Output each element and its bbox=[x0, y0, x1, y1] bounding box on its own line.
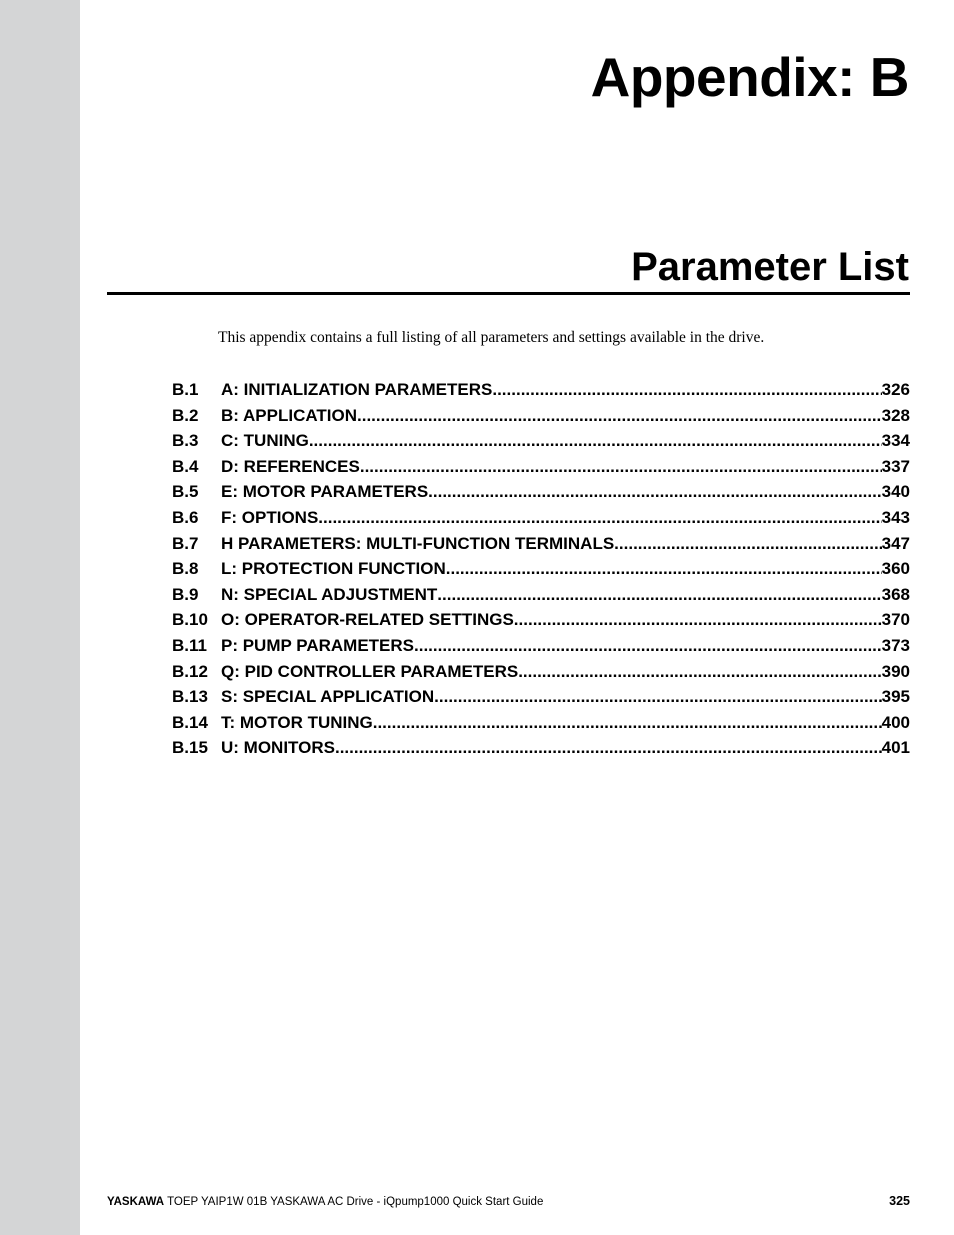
toc-page: 334 bbox=[881, 431, 910, 451]
toc-entry[interactable] bbox=[172, 636, 910, 662]
toc-leader bbox=[428, 482, 881, 502]
toc-number: B.12 bbox=[172, 661, 208, 681]
appendix-title: Appendix: B bbox=[590, 46, 909, 108]
toc-label: C: TUNING bbox=[221, 431, 309, 451]
toc-page: 373 bbox=[881, 635, 910, 655]
toc-label: E: MOTOR PARAMETERS bbox=[221, 482, 429, 502]
toc-label: N: SPECIAL ADJUSTMENT bbox=[221, 584, 438, 604]
toc-leader bbox=[357, 406, 882, 426]
toc-number: B.2 bbox=[172, 405, 199, 425]
toc-number: B.3 bbox=[172, 431, 199, 451]
page-footer bbox=[107, 1194, 910, 1208]
toc-page: 343 bbox=[881, 507, 910, 527]
toc-page: 368 bbox=[881, 584, 910, 604]
toc-leader bbox=[514, 610, 882, 630]
toc-leader bbox=[614, 534, 881, 554]
toc-leader bbox=[309, 431, 882, 451]
toc-page: 326 bbox=[881, 380, 910, 399]
toc-number: B.9 bbox=[172, 584, 199, 604]
toc-entry[interactable] bbox=[172, 534, 910, 560]
table-of-contents bbox=[172, 380, 910, 764]
toc-page: 400 bbox=[881, 712, 910, 732]
toc-leader bbox=[335, 738, 882, 758]
toc-page: 370 bbox=[881, 610, 910, 630]
toc-entry[interactable] bbox=[172, 457, 910, 483]
toc-entry[interactable] bbox=[172, 662, 910, 688]
toc-number: B.8 bbox=[172, 559, 199, 579]
side-margin-band bbox=[0, 0, 80, 1235]
toc-number: B.13 bbox=[172, 687, 208, 707]
toc-leader bbox=[492, 380, 881, 400]
toc-label: P: PUMP PARAMETERS bbox=[221, 635, 415, 655]
toc-number: B.6 bbox=[172, 507, 199, 527]
toc-label: B: APPLICATION bbox=[221, 405, 357, 425]
toc-leader bbox=[360, 457, 882, 477]
toc-label: S: SPECIAL APPLICATION bbox=[221, 687, 435, 707]
footer-doc-info bbox=[107, 1196, 543, 1208]
toc-number: B.4 bbox=[172, 456, 199, 476]
toc-entry[interactable] bbox=[172, 431, 910, 457]
toc-page: 395 bbox=[881, 687, 910, 707]
toc-leader bbox=[318, 508, 881, 528]
toc-label: U: MONITORS bbox=[221, 738, 335, 758]
toc-entry[interactable] bbox=[172, 585, 910, 611]
toc-entry[interactable] bbox=[172, 713, 910, 739]
toc-number: B.15 bbox=[172, 738, 208, 758]
toc-entry[interactable] bbox=[172, 738, 910, 764]
toc-leader bbox=[373, 713, 882, 733]
toc-entry[interactable] bbox=[172, 380, 910, 406]
toc-number: B.10 bbox=[172, 610, 208, 630]
toc-label: L: PROTECTION FUNCTION bbox=[221, 559, 446, 579]
toc-entry[interactable] bbox=[172, 559, 910, 585]
footer-brand: YASKAWA bbox=[107, 1196, 165, 1208]
toc-label: H PARAMETERS: MULTI-FUNCTION TERMINALS bbox=[221, 533, 615, 553]
toc-page: 401 bbox=[881, 738, 910, 758]
toc-label: A: INITIALIZATION PARAMETERS bbox=[221, 380, 493, 399]
toc-page: 347 bbox=[881, 533, 910, 553]
toc-leader bbox=[446, 559, 882, 579]
toc-number: B.11 bbox=[172, 635, 207, 655]
toc-entry[interactable] bbox=[172, 508, 910, 534]
footer-page-number: 325 bbox=[889, 1194, 910, 1208]
toc-label: D: REFERENCES bbox=[221, 456, 360, 476]
toc-label: Q: PID CONTROLLER PARAMETERS bbox=[221, 661, 519, 681]
title-divider bbox=[107, 292, 910, 295]
toc-number: B.1 bbox=[172, 380, 199, 399]
toc-number: B.7 bbox=[172, 533, 199, 553]
toc-label: O: OPERATOR-RELATED SETTINGS bbox=[221, 610, 514, 630]
toc-label: F: OPTIONS bbox=[221, 507, 319, 527]
toc-entry[interactable] bbox=[172, 687, 910, 713]
toc-page: 328 bbox=[881, 405, 910, 425]
toc-number: B.5 bbox=[172, 482, 199, 502]
toc-entry[interactable] bbox=[172, 406, 910, 432]
toc-leader bbox=[518, 662, 881, 682]
chapter-title: Parameter List bbox=[631, 245, 909, 289]
toc-label: T: MOTOR TUNING bbox=[221, 712, 373, 732]
intro-paragraph: This appendix contains a full listing of all parameters and settings available in the drive. bbox=[218, 329, 765, 346]
footer-doc-title: TOEP YAIP1W 01B YASKAWA AC Drive - iQpump1000 Quick Start Guide bbox=[167, 1196, 544, 1208]
toc-leader bbox=[434, 687, 881, 707]
toc-entry[interactable] bbox=[172, 610, 910, 636]
toc-leader bbox=[414, 636, 882, 656]
toc-number: B.14 bbox=[172, 712, 208, 732]
toc-page: 360 bbox=[881, 559, 910, 579]
toc-page: 390 bbox=[881, 661, 910, 681]
toc-leader bbox=[437, 585, 881, 605]
toc-entry[interactable] bbox=[172, 482, 910, 508]
toc-page: 337 bbox=[881, 456, 910, 476]
toc-page: 340 bbox=[881, 482, 910, 502]
